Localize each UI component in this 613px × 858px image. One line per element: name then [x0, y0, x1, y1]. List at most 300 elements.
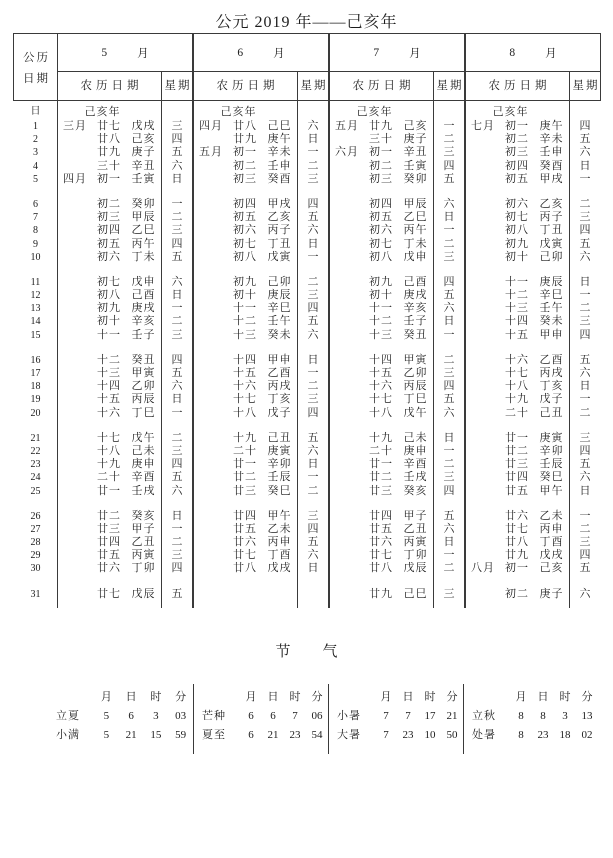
gregorian-day-cell: 7: [14, 211, 58, 224]
ganzhi-day: 辛未: [539, 133, 564, 146]
lunar-day: 初九: [233, 275, 257, 288]
weekday-cell: 二: [434, 458, 466, 471]
lunar-date-cell: [330, 536, 434, 549]
lunar-date-cell: [466, 536, 570, 549]
term-name-header: [202, 688, 240, 707]
weekday-cell: 三: [298, 393, 330, 406]
ganzhi-day: 丙寅: [403, 536, 428, 549]
lunar-date-cell: [58, 420, 162, 445]
weekday-cell: 日: [162, 173, 194, 186]
month-title: [466, 34, 600, 72]
term-minute: 21: [446, 710, 458, 722]
ganzhi-day: 癸亥: [403, 484, 428, 497]
weekday-cell: 五: [579, 458, 591, 471]
gregorian-day-cell: 6: [14, 186, 58, 211]
lunar-date-cell: [466, 146, 570, 159]
term-month: 6: [248, 710, 254, 722]
lunar-date-cell: [330, 302, 434, 315]
lunar-date-cell: [58, 302, 162, 315]
gregorian-day-cell: 11: [14, 264, 58, 289]
lunar-month-label: [466, 354, 500, 367]
ganzhi-day: 丁巳: [403, 393, 428, 406]
lunar-date-cell: [194, 458, 298, 471]
gregorian-day-cell: 28: [14, 536, 58, 549]
lunar-day: 十五: [233, 367, 257, 379]
ganzhi-day: 己未: [131, 444, 156, 457]
lunar-day: 廿三: [233, 484, 257, 497]
weekday-cell: 四: [162, 238, 194, 251]
lunar-day: 初十: [233, 289, 257, 302]
ganzhi-day: 癸丑: [403, 328, 428, 341]
gregorian-day-cell: 21: [14, 420, 58, 445]
lunar-date-cell: [194, 407, 298, 420]
lunar-month-label: [330, 588, 364, 601]
lunar-date-cell: [58, 173, 162, 186]
lunar-date-cell: [466, 380, 570, 393]
lunar-month-label: [330, 238, 364, 251]
lunar-day: 廿五: [505, 484, 529, 497]
lunar-month-label: [330, 549, 364, 562]
lunar-date-cell: [466, 420, 570, 445]
lunar-month-label: [58, 432, 92, 445]
lunar-date-cell: [466, 393, 570, 406]
ganzhi-day: 壬申: [539, 146, 564, 159]
gregorian-day-cell: 5: [14, 173, 58, 186]
gregorian-day-cell: 9: [14, 238, 58, 251]
lunar-day: 廿七: [233, 549, 257, 562]
ganzhi-day: 甲午: [539, 484, 564, 497]
solar-term-name: 大暑: [337, 729, 361, 741]
weekday-cell: 二: [579, 522, 591, 535]
lunar-date-cell: [466, 133, 570, 146]
weekday-cell: 五: [434, 393, 466, 406]
lunar-date-cell: [466, 329, 570, 342]
month-unit-label: 月: [137, 47, 149, 60]
lunar-month-label: [330, 251, 364, 264]
ganzhi-day: 癸酉: [539, 159, 564, 172]
lunar-month-label: [194, 380, 228, 393]
lunar-month-label: [466, 173, 500, 186]
gregorian-day-cell: 29: [14, 549, 58, 562]
lunar-month-label: [466, 276, 500, 289]
lunar-day: 廿三: [369, 484, 393, 497]
ganzhi-day: 乙未: [267, 522, 292, 535]
lunar-date-cell: [58, 264, 162, 289]
term-col-header: 时: [150, 691, 162, 703]
lunar-month-label: [58, 367, 92, 380]
lunar-day: 廿八: [505, 536, 529, 549]
ganzhi-day: 己酉: [403, 275, 428, 288]
weekday-cell: 五: [162, 471, 194, 484]
ganzhi-day: 庚午: [539, 120, 564, 132]
lunar-date-cell: [194, 251, 298, 264]
weekday-cell: 一: [298, 367, 330, 380]
ganzhi-day: 己亥: [131, 133, 156, 146]
lunar-date-cell: [58, 562, 162, 575]
lunar-date-cell: [466, 407, 570, 420]
weekday-cell: 四: [579, 120, 591, 132]
ganzhi-day: 甲戌: [539, 172, 564, 185]
lunar-month-label: [466, 238, 500, 251]
term-col-header: 日: [537, 691, 549, 703]
table-row: [14, 367, 601, 380]
lunar-day: 廿七: [97, 120, 121, 132]
ganzhi-day: 甲申: [539, 328, 564, 341]
lunar-month-label: [58, 289, 92, 302]
lunar-month-label: [466, 471, 500, 484]
lunar-month-label: [194, 289, 228, 302]
lunar-month-label: [194, 302, 228, 315]
lunar-day: 廿六: [97, 562, 121, 575]
gregorian-day-cell: 30: [14, 562, 58, 575]
table-row: [14, 471, 601, 484]
lunar-day: 十七: [233, 393, 257, 406]
lunar-date-cell: [194, 315, 298, 328]
ganzhi-day: 癸巳: [539, 471, 564, 484]
lunar-day: 初一: [369, 146, 393, 159]
lunar-month-label: 六月: [335, 146, 359, 159]
lunar-month-label: [330, 289, 364, 302]
lunar-date-cell: [58, 289, 162, 302]
lunar-day: 初三: [97, 211, 121, 224]
lunar-day: 三十: [369, 133, 393, 146]
gregorian-day-cell: 13: [14, 302, 58, 315]
lunar-date-cell: [330, 329, 434, 342]
solar-term-name: 小暑: [337, 710, 361, 722]
weekday-cell: 六: [298, 445, 330, 458]
lunar-day: 初七: [369, 237, 393, 250]
ganzhi-day: 丙午: [403, 224, 428, 237]
lunar-day: 初六: [505, 197, 529, 210]
lunar-day: 十七: [505, 367, 529, 379]
weekday-cell: 日: [579, 484, 591, 497]
lunar-month-label: [194, 536, 228, 549]
month-title: [194, 34, 328, 72]
lunar-month-label: [58, 160, 92, 173]
weekday-cell: 五: [298, 315, 330, 328]
lunar-day: 十八: [369, 406, 393, 419]
table-row: [14, 342, 601, 367]
lunar-date-cell: [58, 367, 162, 380]
lunar-day: 十七: [97, 431, 121, 444]
ganzhi-day: 壬午: [267, 315, 292, 328]
weekday-cell: 六: [434, 407, 466, 420]
table-row: [14, 238, 601, 251]
lunar-day: 十五: [97, 393, 121, 406]
table-row: [14, 146, 601, 159]
solar-term-header-row: [472, 688, 598, 707]
lunar-day: 初六: [97, 250, 121, 263]
month-group-5: [58, 34, 192, 100]
term-day: 21: [125, 729, 137, 741]
weekday-cell: 五: [162, 367, 194, 380]
lunar-date-cell: [58, 146, 162, 159]
lunar-day: 初一: [505, 120, 529, 132]
weekday-cell: 一: [162, 407, 194, 420]
term-col-header: 日: [402, 691, 414, 703]
lunar-date-cell: [466, 173, 570, 186]
weekday-cell: 六: [434, 302, 466, 315]
weekday-cell: 三: [579, 431, 591, 444]
ganzhi-day: 甲寅: [131, 367, 156, 379]
lunar-day: 十二: [97, 353, 121, 366]
ganzhi-day: 丙戌: [267, 380, 292, 393]
gregorian-day-cell: 8: [14, 224, 58, 237]
lunar-month-label: [330, 485, 364, 498]
ganzhi-day: 戊子: [539, 393, 564, 406]
lunar-day: 十二: [369, 315, 393, 328]
gregorian-day-cell: 16: [14, 342, 58, 367]
lunar-month-label: [466, 367, 500, 380]
lunar-date-cell: [194, 485, 298, 498]
weekday-cell: 日: [579, 380, 591, 393]
lunar-day: 初九: [369, 275, 393, 288]
lunar-day: 十二: [233, 315, 257, 328]
lunar-date-cell: [58, 160, 162, 173]
lunar-day: 初八: [369, 250, 393, 263]
lunar-day: 初二: [505, 587, 529, 600]
lunar-month-label: [466, 133, 500, 146]
lunar-day: 初七: [505, 211, 529, 224]
table-row: [14, 211, 601, 224]
ganzhi-day: 丙申: [267, 536, 292, 549]
solar-term-header-row: [337, 688, 463, 707]
lunar-date-cell: [58, 211, 162, 224]
lunar-month-label: [330, 523, 364, 536]
weekday-cell: 六: [298, 120, 330, 133]
table-row: [14, 251, 601, 264]
weekday-cell: [570, 101, 600, 120]
weekday-cell: 六: [162, 485, 194, 498]
term-col-header: 月: [100, 691, 112, 703]
ganzhi-day: 丙辰: [403, 380, 428, 393]
lunar-month-label: [58, 588, 92, 601]
lunar-date-column-header: 农历日期: [466, 72, 570, 100]
weekday-cell: 日: [298, 458, 330, 471]
ganzhi-day: 壬辰: [539, 458, 564, 471]
weekday-cell: 二: [298, 380, 330, 393]
lunar-date-cell: [58, 407, 162, 420]
weekday-cell: 六: [434, 186, 466, 211]
lunar-month-label: [58, 146, 92, 159]
solar-term-row: [337, 726, 463, 745]
gregorian-day-cell: 12: [14, 289, 58, 302]
lunar-month-label: [58, 485, 92, 498]
lunar-day: 十九: [97, 458, 121, 471]
weekday-cell: [298, 101, 330, 120]
table-row: [14, 133, 601, 146]
lunar-date-cell: [194, 146, 298, 159]
lunar-day: 廿二: [369, 471, 393, 484]
weekday-cell: 三: [434, 146, 466, 159]
month-unit-label: 月: [273, 47, 285, 60]
lunar-month-label: 三月: [63, 120, 87, 132]
ganzhi-day: 辛酉: [131, 471, 156, 484]
solar-term-row: [472, 726, 598, 745]
term-minute: 59: [175, 729, 187, 741]
term-month: 8: [518, 710, 524, 722]
lunar-date-cell: [330, 367, 434, 380]
term-day: 8: [540, 710, 546, 722]
solar-term-name: 夏至: [202, 729, 226, 741]
ganzhi-day: 壬戌: [403, 471, 428, 484]
ganzhi-day: 庚戌: [403, 289, 428, 302]
weekday-cell: 日: [434, 211, 466, 224]
lunar-month-label: [194, 393, 228, 406]
table-row: [14, 536, 601, 549]
lunar-date-cell: [58, 315, 162, 328]
lunar-date-column-header: 农历日期: [330, 72, 434, 100]
lunar-month-label: [58, 445, 92, 458]
ganzhi-day: 丙子: [267, 224, 292, 237]
lunar-day: 二十: [369, 444, 393, 457]
lunar-date-cell: [194, 471, 298, 484]
weekday-cell: 三: [434, 251, 466, 264]
lunar-month-label: [194, 251, 228, 264]
weekday-cell: 六: [579, 250, 591, 263]
table-row: [14, 120, 601, 133]
lunar-date-cell: [194, 238, 298, 251]
lunar-month-label: [194, 471, 228, 484]
lunar-date-cell: [330, 420, 434, 445]
gregorian-day-cell: 27: [14, 523, 58, 536]
weekday-cell: 三: [579, 211, 591, 224]
lunar-month-label: [194, 315, 228, 328]
ganzhi-day: 丙戌: [539, 367, 564, 379]
lunar-day: 廿六: [233, 536, 257, 549]
term-day: 23: [402, 729, 414, 741]
weekday-cell: 五: [162, 251, 194, 264]
lunar-month-label: [330, 198, 364, 211]
lunar-day: 十一: [97, 328, 121, 341]
lunar-day: 廿二: [505, 444, 529, 457]
lunar-day: 十一: [505, 275, 529, 288]
term-month: 6: [248, 729, 254, 741]
weekday-cell: 三: [162, 120, 194, 133]
lunar-month-label: [330, 173, 364, 186]
lunar-day: 十八: [505, 380, 529, 393]
weekday-cell: 一: [579, 393, 591, 406]
solar-terms-table: [30, 684, 598, 754]
lunar-month-label: 五月: [199, 146, 223, 159]
lunar-year-label: 己亥年: [84, 106, 121, 118]
table-row: [14, 420, 601, 445]
ganzhi-day: 己亥: [403, 120, 428, 132]
lunar-date-cell: [194, 393, 298, 406]
lunar-day: 廿五: [97, 549, 121, 562]
lunar-day: 十四: [369, 353, 393, 366]
weekday-cell: 五: [162, 576, 194, 608]
lunar-month-label: [194, 588, 228, 601]
lunar-day: 初十: [97, 315, 121, 328]
table-row: [14, 562, 601, 575]
ganzhi-day: 壬子: [131, 328, 156, 341]
weekday-cell: 六: [298, 549, 330, 562]
gregorian-day-cell: 23: [14, 458, 58, 471]
weekday-cell: 二: [579, 406, 591, 419]
table-row: [14, 458, 601, 471]
lunar-month-label: [330, 315, 364, 328]
ganzhi-day: 辛亥: [131, 315, 156, 328]
month-subheader: [58, 72, 192, 100]
ganzhi-day: 辛丑: [403, 146, 428, 159]
weekday-cell: 四: [162, 342, 194, 367]
lunar-month-label: [330, 407, 364, 420]
lunar-day: 廿一: [233, 458, 257, 471]
solar-term-group: [328, 684, 463, 754]
weekday-cell: 一: [298, 251, 330, 264]
lunar-day: 初八: [233, 250, 257, 263]
lunar-date-cell: [194, 160, 298, 173]
lunar-date-cell: [330, 485, 434, 498]
ganzhi-day: 戊辰: [403, 562, 428, 575]
lunar-day: 廿六: [505, 509, 529, 522]
table-row: [14, 224, 601, 237]
lunar-date-cell: [58, 251, 162, 264]
lunar-month-label: [58, 211, 92, 224]
ganzhi-day: 戊辰: [131, 587, 156, 600]
weekday-cell: 二: [434, 238, 466, 251]
weekday-cell: 日: [434, 536, 466, 549]
lunar-date-cell: [466, 224, 570, 237]
ganzhi-day: 庚寅: [267, 444, 292, 457]
ganzhi-day: 丁未: [131, 250, 156, 263]
ganzhi-day: 丁丑: [267, 237, 292, 250]
ganzhi-day: 乙酉: [267, 367, 292, 379]
solar-term-row: [337, 707, 463, 726]
weekday-cell: 五: [434, 498, 466, 523]
ganzhi-day: 戊寅: [539, 237, 564, 250]
ganzhi-day: 辛卯: [539, 444, 564, 457]
weekday-cell: 一: [434, 329, 466, 342]
lunar-date-cell: [330, 146, 434, 159]
table-row: [14, 485, 601, 498]
solar-term-row: [472, 707, 598, 726]
ganzhi-day: 癸酉: [267, 172, 292, 185]
term-minute: 54: [311, 729, 323, 741]
month-unit-label: 月: [409, 47, 421, 60]
gregorian-day-cell: 22: [14, 445, 58, 458]
ganzhi-day: 癸未: [267, 328, 292, 341]
lunar-month-label: 八月: [471, 562, 495, 575]
lunar-month-label: [466, 588, 500, 601]
month-number: 5: [101, 46, 108, 59]
calendar-body: [14, 101, 601, 608]
lunar-month-label: [330, 510, 364, 523]
lunar-date-cell: [194, 173, 298, 186]
ganzhi-day: 乙未: [539, 509, 564, 522]
month-number: 7: [373, 46, 380, 59]
table-row: [14, 549, 601, 562]
lunar-date-cell: [194, 211, 298, 224]
lunar-date-cell: [58, 186, 162, 211]
term-name-header: [472, 688, 510, 707]
weekday-column-header: 星期: [164, 80, 192, 92]
ganzhi-day: [262, 588, 297, 601]
lunar-month-label: [466, 146, 500, 159]
table-row: [14, 498, 601, 523]
term-col-header: 时: [424, 691, 436, 703]
weekday-cell: 三: [434, 576, 466, 608]
lunar-day: 廿一: [505, 431, 529, 444]
lunar-day: 初一: [233, 146, 257, 159]
lunar-month-label: [466, 329, 500, 342]
term-col-header: 分: [446, 691, 458, 703]
lunar-day: 二十: [505, 406, 529, 419]
weekday-cell: 日: [162, 393, 194, 406]
weekday-cell: 六: [579, 587, 591, 600]
lunar-day: 初四: [97, 224, 121, 237]
